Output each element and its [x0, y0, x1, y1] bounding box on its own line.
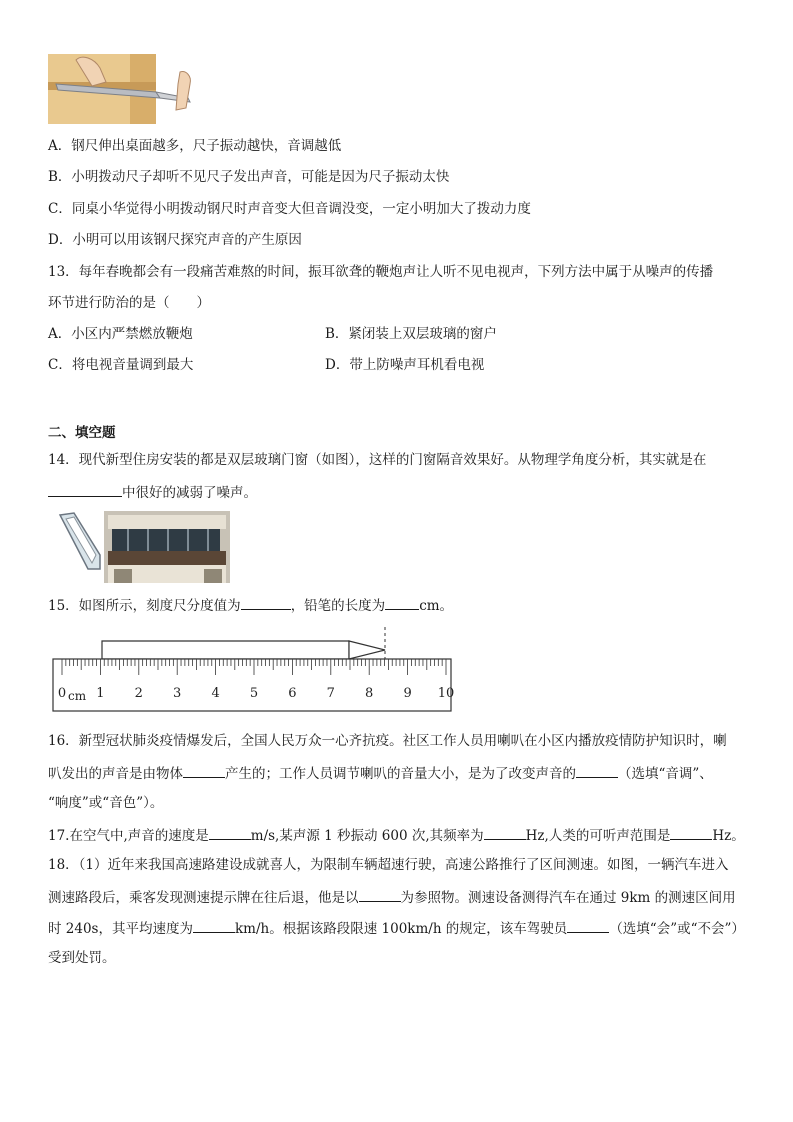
ruler-number-label: 9 — [403, 686, 412, 701]
q13-option-d: D．带上防噪声耳机看电视 — [325, 357, 485, 373]
ruler-number-label: 6 — [288, 686, 297, 701]
q13-option-c: C．将电视音量调到最大 — [48, 357, 194, 373]
q18-stem-line2: 测速路段后，乘客发现测速提示牌在往后退，他是以 为参照物。测速设备测得汽车在通过 9km 的测速区间用 — [48, 886, 736, 908]
q16-source-blank[interactable] — [183, 762, 225, 778]
q17-range-blank[interactable] — [670, 824, 712, 840]
q18-reference-blank[interactable] — [359, 886, 401, 902]
ruler-number-label: 3 — [173, 686, 182, 701]
ruler-figure — [52, 627, 454, 713]
q18-penalty-blank[interactable] — [567, 917, 609, 933]
q14-stem-line1: 14．现代新型住房安装的都是双层玻璃门窗（如图），这样的门窗隔音效果好。从物理学角度分析，其实就是在 — [48, 452, 707, 468]
q16-stem-line2: 叭发出的声音是由物体 产生的；工作人员调节喇叭的音量大小，是为了改变声音的 （选填“音调”、 — [48, 762, 713, 784]
q17-speed-blank[interactable] — [209, 824, 251, 840]
ruler-body — [53, 659, 451, 711]
q17-frequency-blank[interactable] — [484, 824, 526, 840]
q12-option-d: D．小明可以用该钢尺探究声音的产生原因 — [48, 232, 302, 248]
q16-stem-line1: 16．新型冠状肺炎疫情爆发后，全国人民万众一心齐抗疫。社区工作人员用喇叭在小区内播放疫情防护知识时，喇 — [48, 733, 727, 749]
ruler-number-label: 4 — [211, 686, 220, 701]
ruler-number-label: 7 — [326, 686, 335, 701]
q13-option-a: A．小区内严禁燃放鞭炮 — [48, 326, 193, 342]
q15-length-blank[interactable] — [385, 594, 419, 610]
ruler-number-label: 8 — [365, 686, 374, 701]
ruler-unit-label: cm — [68, 689, 87, 703]
q12-option-c: C．同桌小华觉得小明拨动钢尺时声音变大但音调没变，一定小明加大了拨动力度 — [48, 201, 531, 217]
ruler-number-label: 10 — [437, 686, 454, 701]
q14-stem-text: 中很好的减弱了噪声。 — [122, 485, 257, 501]
ruler-number-label: 5 — [249, 686, 259, 701]
q13-stem-line1: 13．每年春晚都会有一段痛苦难熬的时间，振耳欲聋的鞭炮声让人听不见电视声，下列方法中属于从噪声的传播 — [48, 264, 714, 280]
q18-stem-line3: 时 240s，其平均速度为 km/h。根据该路段限速 100km/h 的规定，该车驾驶员 （选填“会”或“不会”） — [48, 917, 745, 939]
q13-option-b: B．紧闭装上双层玻璃的窗户 — [325, 326, 497, 342]
q13-stem-line2: 环节进行防治的是（ ） — [48, 295, 210, 311]
q18-stem-line4: 受到处罚。 — [48, 950, 116, 966]
q18-stem-line1: 18．（1）近年来我国高速路建设成就喜人，为限制车辆超速行驶，高速公路推行了区间测速。如图，一辆汽车进入 — [48, 857, 729, 873]
ruler-number-label: 2 — [134, 686, 143, 701]
q16-stem-line3: “响度”或“音色”）。 — [48, 795, 164, 811]
section-title-fill-in: 二、填空题 — [48, 425, 116, 441]
q12-option-b: B．小明拨动尺子却听不见尺子发出声音，可能是因为尺子振动太快 — [48, 169, 450, 185]
q14-answer-blank[interactable] — [48, 481, 122, 497]
steel-ruler-figure — [48, 54, 156, 124]
q16-property-blank[interactable] — [576, 762, 618, 778]
glass-section-icon — [60, 513, 100, 569]
q18-speed-blank[interactable] — [193, 917, 235, 933]
ruler-svg — [52, 627, 454, 713]
q17-stem: 17.在空气中,声音的速度是 m/s,某声源 1 秒振动 600 次,其频率为 Hz,人类的可听声范围是 Hz。 — [48, 824, 745, 846]
pencil-tip — [349, 641, 385, 659]
q15-scale-blank[interactable] — [241, 594, 291, 610]
ruler-number-label: 0 — [57, 686, 67, 701]
q14-stem-line2 — [48, 481, 257, 503]
q15-stem: 15．如图所示，刻度尺分度值为 ，铅笔的长度为 cm。 — [48, 594, 453, 616]
pencil-body — [102, 641, 349, 659]
ruler-number-label: 1 — [96, 686, 105, 701]
double-glazed-window-figure — [58, 511, 230, 583]
q12-option-a: A．钢尺伸出桌面越多，尺子振动越快，音调越低 — [48, 138, 342, 154]
